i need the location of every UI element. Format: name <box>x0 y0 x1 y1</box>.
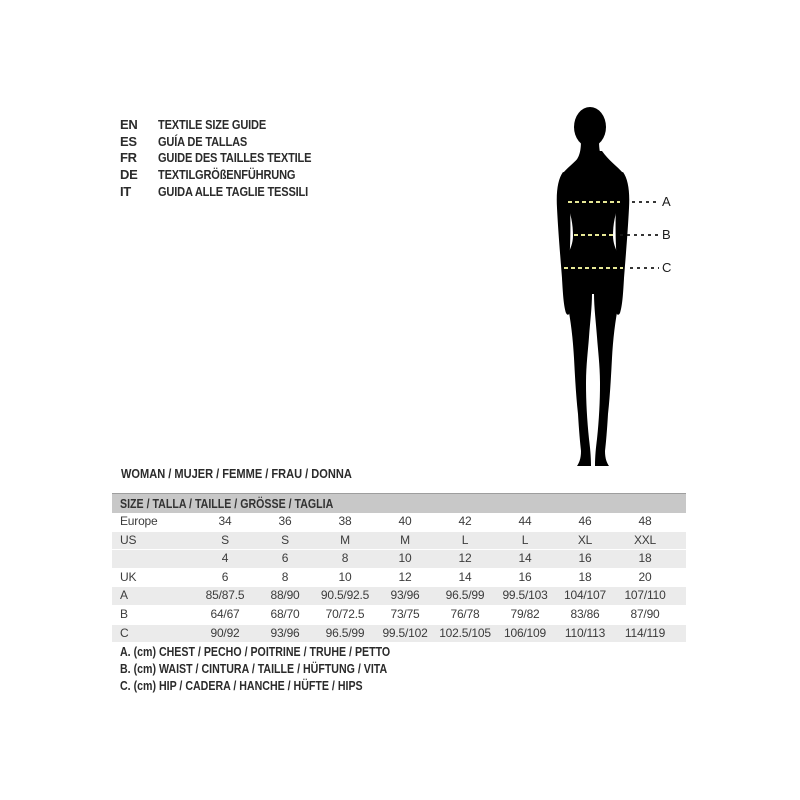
note-chest: A. (cm) CHEST / PECHO / POITRINE / TRUHE / PETTO <box>120 645 391 659</box>
language-row-it <box>120 183 338 200</box>
filler-cell <box>675 605 686 624</box>
filler-cell <box>675 587 686 606</box>
size-cell: 83/86 <box>570 606 600 621</box>
measurement-notes <box>120 645 438 696</box>
note-waist: B. (cm) WAIST / CINTURA / TAILLE / HÜFTUNG / VITA <box>120 662 388 676</box>
note-hip: C. (cm) HIP / CADERA / HANCHE / HÜFTE / HIPS <box>120 679 363 693</box>
size-cell: 14 <box>458 569 472 584</box>
size-cell: 8 <box>281 569 289 584</box>
language-row-de <box>120 166 338 183</box>
language-row-fr <box>120 149 338 166</box>
size-cell: 110/113 <box>564 625 606 640</box>
language-code: FR <box>120 150 137 166</box>
size-cell: 36 <box>278 514 292 528</box>
silhouette-torso-legs <box>560 151 625 466</box>
language-row-en <box>120 116 338 133</box>
size-cell: 12 <box>458 551 472 566</box>
marker-label-chest: A <box>662 194 671 209</box>
size-cell: 4 <box>221 551 229 566</box>
size-cell: 99.5/103 <box>502 588 548 603</box>
language-code: DE <box>120 166 138 182</box>
size-cell: 96.5/99 <box>445 588 485 603</box>
size-cell: 99.5/102 <box>382 625 428 640</box>
row-label: US <box>120 532 137 547</box>
size-cell: 114/119 <box>624 625 666 640</box>
size-cell: 8 <box>341 551 349 566</box>
size-cell: 70/72.5 <box>325 606 365 621</box>
size-cell: 90/92 <box>210 625 240 640</box>
size-cell: 102.5/105 <box>439 625 491 640</box>
size-cell: 93/96 <box>390 588 420 603</box>
size-cell: 16 <box>518 569 532 584</box>
row-label <box>112 550 195 569</box>
size-cell: 107/110 <box>624 588 666 603</box>
size-cell: 10 <box>338 569 352 584</box>
size-cell: 85/87.5 <box>205 588 245 603</box>
table-row-hip <box>112 624 686 643</box>
size-cell: 76/78 <box>450 606 480 621</box>
size-cell: 48 <box>638 514 652 528</box>
size-cell: 38 <box>338 514 352 528</box>
marker-label-waist: B <box>662 227 671 242</box>
gender-heading-text: WOMAN / MUJER / FEMME / FRAU / DONNA <box>121 466 352 481</box>
language-label: GUIDE DES TAILLES TEXTILE <box>158 150 312 166</box>
size-cell: 106/109 <box>504 625 546 640</box>
table-row-uk <box>112 568 686 587</box>
size-cell: 68/70 <box>270 606 300 621</box>
size-cell: 10 <box>398 551 412 566</box>
size-cell: 6 <box>281 551 289 566</box>
filler-cell <box>675 550 686 569</box>
language-label: GUIDA ALLE TAGLIE TESSILI <box>158 183 309 199</box>
size-table <box>112 493 686 643</box>
size-cell: L <box>521 532 529 547</box>
gender-heading <box>121 466 393 481</box>
language-label: TEXTILE SIZE GUIDE <box>158 116 267 132</box>
language-label: GUÍA DE TALLAS <box>158 133 248 149</box>
filler-cell <box>675 513 686 531</box>
size-cell: 46 <box>578 514 592 528</box>
woman-silhouette-figure <box>520 95 700 485</box>
size-cell: S <box>281 532 289 547</box>
size-table-header: SIZE / TALLA / TAILLE / GRÖSSE / TAGLIA <box>112 494 686 514</box>
filler-cell <box>675 531 686 550</box>
size-cell: 20 <box>638 569 652 584</box>
row-label: UK <box>120 569 137 584</box>
table-row-waist <box>112 605 686 624</box>
silhouette-group <box>557 107 630 466</box>
row-label: Europe <box>120 514 158 528</box>
size-cell: 88/90 <box>270 588 300 603</box>
size-cell: XXL <box>633 532 657 547</box>
language-code: ES <box>120 133 137 149</box>
table-row-europe <box>112 513 686 531</box>
size-cell: 96.5/99 <box>325 625 365 640</box>
size-cell: L <box>461 532 469 547</box>
filler-cell <box>675 568 686 587</box>
language-list <box>120 116 338 199</box>
marker-label-hip: C <box>662 260 672 275</box>
filler-cell <box>675 624 686 643</box>
size-cell: 90.5/92.5 <box>320 588 370 603</box>
row-label: A <box>120 588 128 603</box>
language-label: TEXTILGRÖßENFÜHRUNG <box>158 166 296 182</box>
woman-silhouette-svg <box>520 95 700 485</box>
size-cell: M <box>400 532 410 547</box>
size-table-header-row <box>112 494 686 514</box>
language-code: EN <box>120 116 138 132</box>
table-row-us-letter <box>112 531 686 550</box>
size-cell: 73/75 <box>390 606 420 621</box>
size-cell: 42 <box>458 514 472 528</box>
size-cell: 6 <box>221 569 229 584</box>
size-cell: 16 <box>578 551 592 566</box>
size-cell: S <box>221 532 229 547</box>
table-row-chest <box>112 587 686 606</box>
size-cell: 12 <box>398 569 412 584</box>
size-cell: 18 <box>638 551 652 566</box>
size-cell: 64/67 <box>210 606 240 621</box>
row-label: C <box>120 625 129 640</box>
language-row-es <box>120 133 338 150</box>
size-cell: 40 <box>398 514 412 528</box>
size-cell: 34 <box>218 514 232 528</box>
size-cell: 14 <box>518 551 532 566</box>
size-cell: XL <box>577 532 593 547</box>
size-cell: 44 <box>518 514 532 528</box>
silhouette-right-arm <box>616 172 630 315</box>
size-cell: 93/96 <box>270 625 300 640</box>
size-cell: 79/82 <box>510 606 540 621</box>
size-cell: 18 <box>578 569 592 584</box>
size-cell: 87/90 <box>630 606 660 621</box>
row-label: B <box>120 606 128 621</box>
table-row-us-numeric <box>112 550 686 569</box>
silhouette-left-arm <box>557 172 571 315</box>
size-cell: 104/107 <box>564 588 606 603</box>
language-code: IT <box>120 183 131 199</box>
size-cell: M <box>340 532 350 547</box>
